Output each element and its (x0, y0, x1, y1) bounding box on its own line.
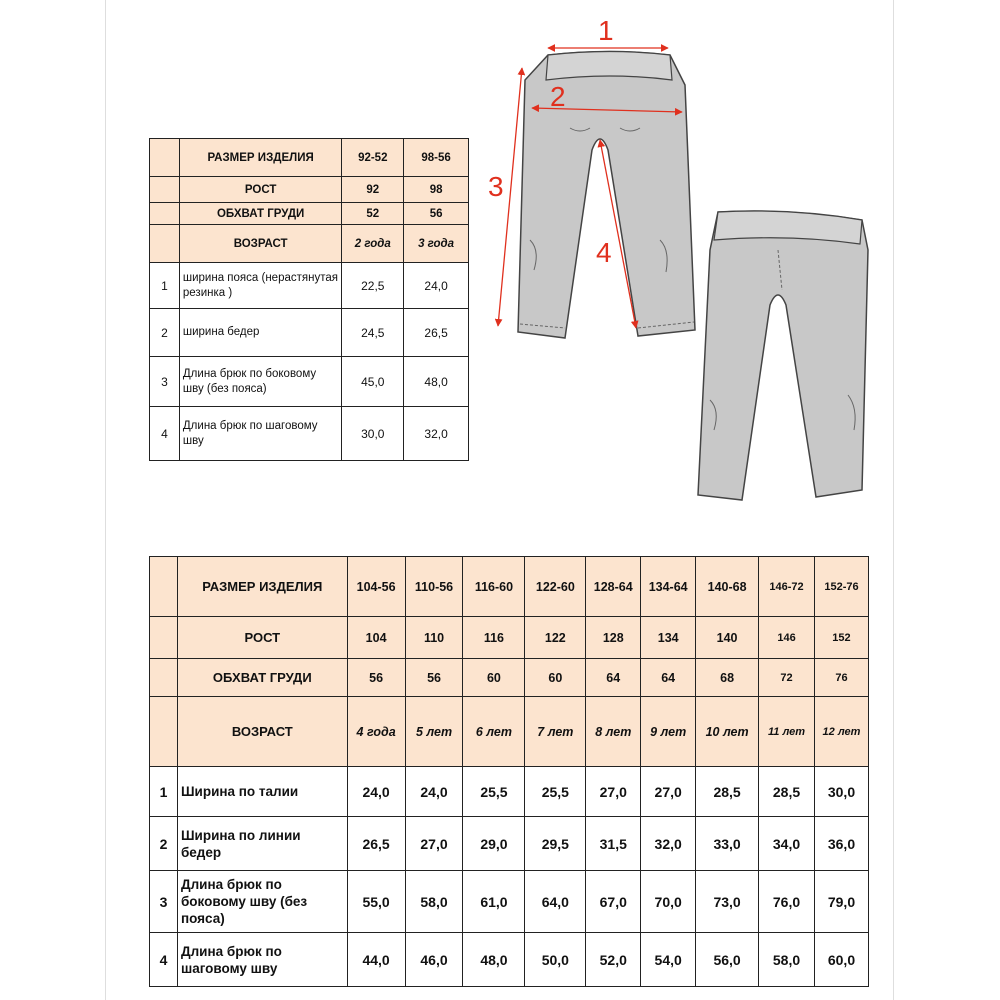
header-value: 116 (463, 617, 525, 659)
pants-front-illustration (518, 52, 695, 339)
row-number: 2 (150, 817, 178, 871)
measurement-value: 26,5 (404, 309, 469, 357)
row-description: Длина брюк по шаговому шву (179, 407, 341, 461)
header-value: 64 (586, 659, 641, 697)
row-number: 2 (150, 309, 180, 357)
header-value: 56 (347, 659, 405, 697)
measurement-value: 67,0 (586, 871, 641, 933)
header-value: 122-60 (525, 557, 586, 617)
header-value: 64 (641, 659, 696, 697)
measurement-value: 24,5 (342, 309, 404, 357)
header-value: 56 (405, 659, 463, 697)
header-label: ОБХВАТ ГРУДИ (177, 659, 347, 697)
row-number: 3 (150, 871, 178, 933)
header-value: 2 года (342, 225, 404, 263)
measurement-value: 54,0 (641, 933, 696, 987)
header-value: 122 (525, 617, 586, 659)
measurement-value: 25,5 (525, 767, 586, 817)
header-row (150, 697, 869, 767)
measurement-value: 44,0 (347, 933, 405, 987)
header-value: 92 (342, 177, 404, 203)
header-num-cell (150, 557, 178, 617)
row-number: 1 (150, 263, 180, 309)
header-label: РАЗМЕР ИЗДЕЛИЯ (179, 139, 341, 177)
measurement-value: 79,0 (814, 871, 868, 933)
measurement-value: 27,0 (405, 817, 463, 871)
row-description: Длина брюк по боковому шву (без пояса) (177, 871, 347, 933)
measure-label-4: 4 (596, 237, 612, 268)
header-value: 9 лет (641, 697, 696, 767)
header-row (150, 139, 469, 177)
measurement-value: 27,0 (586, 767, 641, 817)
measurement-value: 48,0 (463, 933, 525, 987)
measurement-value: 28,5 (696, 767, 759, 817)
pants-back-illustration (698, 211, 868, 500)
row-number: 4 (150, 933, 178, 987)
header-value: 5 лет (405, 697, 463, 767)
header-value: 6 лет (463, 697, 525, 767)
measurement-value: 32,0 (404, 407, 469, 461)
header-row (150, 617, 869, 659)
measurement-value: 45,0 (342, 357, 404, 407)
table-row (150, 817, 869, 871)
small-size-table (149, 138, 469, 461)
table-row (150, 767, 869, 817)
header-num-cell (150, 139, 180, 177)
header-row (150, 659, 869, 697)
header-value: 8 лет (586, 697, 641, 767)
measure-label-2: 2 (550, 81, 566, 112)
header-value: 152-76 (814, 557, 868, 617)
header-row (150, 203, 469, 225)
header-value: 140 (696, 617, 759, 659)
measurement-value: 58,0 (405, 871, 463, 933)
row-number: 3 (150, 357, 180, 407)
large-size-table (149, 556, 869, 987)
header-label: ВОЗРАСТ (179, 225, 341, 263)
header-value: 60 (463, 659, 525, 697)
header-value: 134-64 (641, 557, 696, 617)
row-description: Длина брюк по шаговому шву (177, 933, 347, 987)
row-description: Длина брюк по боковому шву (без пояса) (179, 357, 341, 407)
header-value: 76 (814, 659, 868, 697)
measurement-value: 73,0 (696, 871, 759, 933)
measurement-value: 46,0 (405, 933, 463, 987)
measurement-value: 52,0 (586, 933, 641, 987)
header-value: 104 (347, 617, 405, 659)
header-value: 140-68 (696, 557, 759, 617)
measurement-value: 70,0 (641, 871, 696, 933)
measurement-value: 55,0 (347, 871, 405, 933)
pants-diagram (470, 10, 890, 510)
measurement-value: 29,0 (463, 817, 525, 871)
measurement-value: 24,0 (404, 263, 469, 309)
measurement-value: 48,0 (404, 357, 469, 407)
measurement-value: 22,5 (342, 263, 404, 309)
table-row (150, 263, 469, 309)
measurement-value: 24,0 (347, 767, 405, 817)
measurement-value: 76,0 (759, 871, 815, 933)
measurement-value: 31,5 (586, 817, 641, 871)
row-description: ширина бедер (179, 309, 341, 357)
header-num-cell (150, 225, 180, 263)
header-row (150, 557, 869, 617)
header-value: 68 (696, 659, 759, 697)
header-value: 116-60 (463, 557, 525, 617)
measure-label-3: 3 (488, 171, 504, 202)
measurement-value: 56,0 (696, 933, 759, 987)
header-row (150, 177, 469, 203)
row-number: 4 (150, 407, 180, 461)
measurement-value: 61,0 (463, 871, 525, 933)
header-num-cell (150, 203, 180, 225)
header-value: 152 (814, 617, 868, 659)
header-value: 92-52 (342, 139, 404, 177)
measurement-value: 30,0 (342, 407, 404, 461)
header-value: 98-56 (404, 139, 469, 177)
header-value: 60 (525, 659, 586, 697)
header-label: РОСТ (179, 177, 341, 203)
measurement-value: 27,0 (641, 767, 696, 817)
measurement-value: 60,0 (814, 933, 868, 987)
measurement-value: 30,0 (814, 767, 868, 817)
row-description: ширина пояса (нерастянутая резинка ) (179, 263, 341, 309)
header-value: 10 лет (696, 697, 759, 767)
table-row (150, 309, 469, 357)
header-num-cell (150, 617, 178, 659)
measurement-value: 26,5 (347, 817, 405, 871)
table-row (150, 871, 869, 933)
header-value: 3 года (404, 225, 469, 263)
header-value: 52 (342, 203, 404, 225)
measurement-value: 34,0 (759, 817, 815, 871)
header-value: 146 (759, 617, 815, 659)
table-row (150, 357, 469, 407)
header-label: ВОЗРАСТ (177, 697, 347, 767)
header-num-cell (150, 177, 180, 203)
row-number: 1 (150, 767, 178, 817)
header-value: 7 лет (525, 697, 586, 767)
header-value: 128 (586, 617, 641, 659)
table-row (150, 933, 869, 987)
measurement-value: 29,5 (525, 817, 586, 871)
measurement-value: 33,0 (696, 817, 759, 871)
measurement-value: 64,0 (525, 871, 586, 933)
header-value: 134 (641, 617, 696, 659)
measurement-value: 25,5 (463, 767, 525, 817)
measurement-value: 32,0 (641, 817, 696, 871)
header-value: 12 лет (814, 697, 868, 767)
measurement-value: 24,0 (405, 767, 463, 817)
header-row (150, 225, 469, 263)
header-num-cell (150, 697, 178, 767)
measurement-value: 50,0 (525, 933, 586, 987)
measurement-value: 36,0 (814, 817, 868, 871)
header-value: 146-72 (759, 557, 815, 617)
row-description: Ширина по талии (177, 767, 347, 817)
header-value: 56 (404, 203, 469, 225)
page-frame-line-right (893, 0, 894, 1000)
row-description: Ширина по линии бедер (177, 817, 347, 871)
header-value: 104-56 (347, 557, 405, 617)
measure-label-1: 1 (598, 15, 614, 46)
header-value: 72 (759, 659, 815, 697)
header-value: 110-56 (405, 557, 463, 617)
measurement-value: 58,0 (759, 933, 815, 987)
header-value: 128-64 (586, 557, 641, 617)
header-value: 11 лет (759, 697, 815, 767)
table-row (150, 407, 469, 461)
header-label: РОСТ (177, 617, 347, 659)
measurement-value: 28,5 (759, 767, 815, 817)
page-frame-line-left (105, 0, 106, 1000)
header-value: 98 (404, 177, 469, 203)
header-value: 110 (405, 617, 463, 659)
header-num-cell (150, 659, 178, 697)
header-value: 4 года (347, 697, 405, 767)
header-label: ОБХВАТ ГРУДИ (179, 203, 341, 225)
header-label: РАЗМЕР ИЗДЕЛИЯ (177, 557, 347, 617)
